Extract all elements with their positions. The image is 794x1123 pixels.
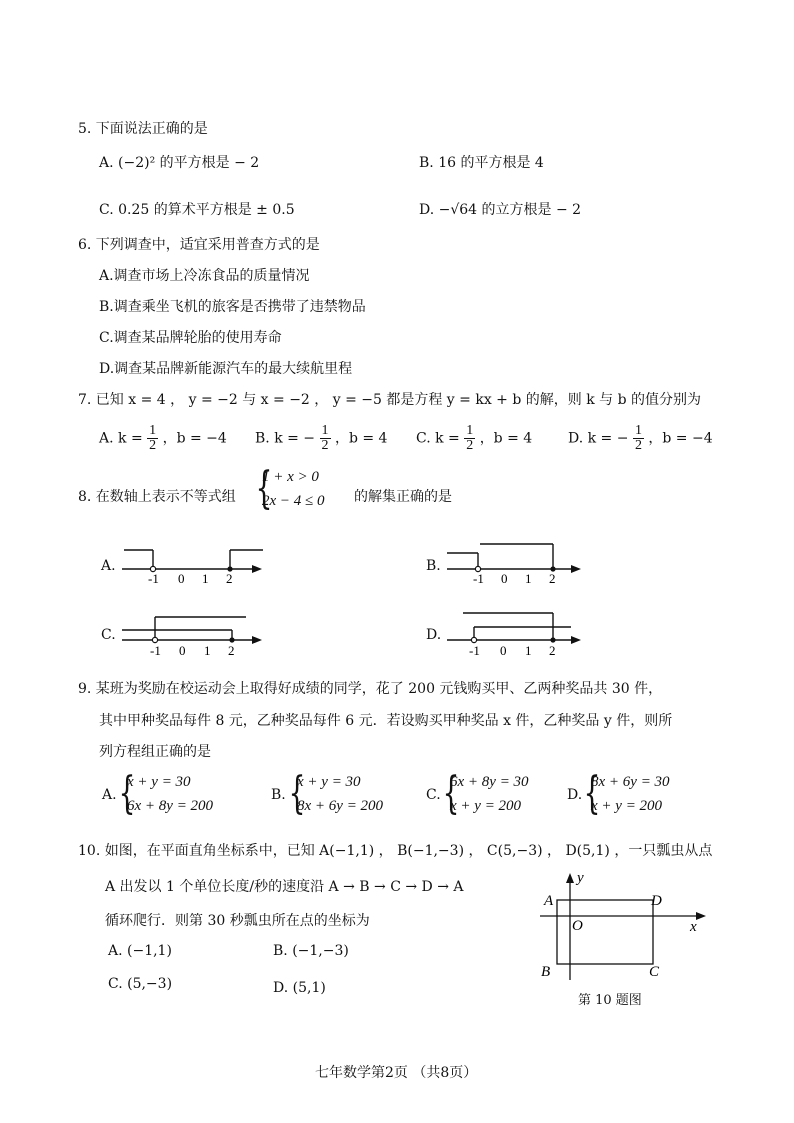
x-axis-label: x [690,919,697,935]
q9-c-brace: { [442,768,460,819]
q8d-tick-neg1: -1 [469,643,480,658]
q8b-tick-neg1: -1 [473,571,484,585]
x-axis-arrow-icon [696,912,706,920]
q7-b-pre: B. k = − [255,430,316,447]
q5-option-c: C. 0.25 的算术平方根是 ± 0.5 [99,202,295,218]
q8d-tick-0: 0 [500,643,507,658]
q7-stem: 7. 已知 x = 4 ， y = −2 与 x = −2 ， y = −5 都是方程 y = kx + b 的解，则 k 与 b 的值分别为 [78,392,702,408]
q9-a-eq1: x + y = 30 [127,774,191,790]
q7-c-fraction [464,424,475,453]
q7-a-pre: A. k = [99,430,143,447]
q8a-tick-2: 2 [226,571,233,585]
point-b-label: B [541,964,551,980]
q7-d-post: ，b = −4 [648,430,713,447]
q8c-tick-1: 1 [204,643,211,658]
q8c-tick-0: 0 [179,643,186,658]
q8a-tick-1: 1 [202,571,209,585]
q8c-tick-2: 2 [228,643,235,658]
q7-a-post: ，b = −4 [162,430,227,447]
q8b-tick-1: 1 [525,571,532,585]
q8c-tick-neg1: -1 [150,643,161,658]
q7-d-pre: D. k = − [568,430,629,447]
q9-d-eq2: x + y = 200 [591,798,663,814]
y-axis-arrow-icon [566,873,574,883]
q7-b-den: 2 [321,438,329,453]
q9-a-eq2: 6x + 8y = 200 [127,798,214,814]
point-d-label: D [651,893,662,909]
q7-c-den: 2 [466,438,474,453]
q9-a-brace: { [118,768,136,819]
q7-a-fraction [147,424,158,453]
q9-stem-line-1: 9. 某班为奖励在校运动会上取得好成绩的同学，花了 200 元钱购买甲、乙两种奖品共 30 件， [78,681,663,697]
q5-stem: 5. 下面说法正确的是 [78,121,208,137]
q8b-tick-2: 2 [549,571,556,585]
q7-d-num: 1 [634,423,642,438]
q9-stem-line-3: 列方程组正确的是 [99,744,211,760]
q7-a-den: 2 [149,438,157,453]
q9-d-eq1: 8x + 6y = 30 [591,774,670,790]
q9-d-brace: { [583,768,601,819]
q10-option-c: C. (5,−3) [108,976,173,992]
q6-stem: 6. 下列调查中，适宜采用普查方式的是 [78,237,320,253]
q10-coordinate-figure [530,865,715,985]
q10-figure-caption: 第 10 题图 [578,993,642,1008]
y-axis-label: y [577,870,584,886]
q7-b-num: 1 [321,423,329,438]
q8d-tick-1: 1 [525,643,532,658]
q8-stem-post: 的解集正确的是 [354,489,452,505]
point-a-label: A [544,893,554,909]
q9-option-b-label: B. [271,787,286,803]
q8-number-line-b [443,540,593,585]
q9-option-d-label: D. [567,787,583,803]
q8d-tick-2: 2 [549,643,556,658]
q10-stem-line-2: A 出发以 1 个单位长度/秒的速度沿 A → B → C → D → A [105,879,464,895]
q6-option-c: C.调查某品牌轮胎的使用寿命 [99,330,282,346]
q8-option-d-label: D. [426,627,442,643]
q10-option-a: A. (−1,1) [108,943,172,959]
q8-option-b-label: B. [426,558,441,574]
q6-option-b: B.调查乘坐飞机的旅客是否携带了违禁物品 [99,299,366,315]
q8a-tick-neg1: -1 [148,571,159,585]
q10-option-b: B. (−1,−3) [273,943,349,959]
q8-stem-pre: 8. 在数轴上表示不等式组 [78,489,236,505]
q8-system-line-1: 1 + x > 0 [262,469,319,485]
q6-option-d: D.调查某品牌新能源汽车的最大续航里程 [99,361,353,377]
q8-system-line-2: 2x − 4 ≤ 0 [262,493,325,509]
q6-option-a: A.调查市场上冷冻食品的质量情况 [99,268,310,284]
q9-b-eq1: x + y = 30 [297,774,361,790]
point-c-label: C [649,964,660,980]
q8-number-line-d [443,610,593,660]
q9-option-c-label: C. [426,787,441,803]
q7-b-post: ，b = 4 [334,430,388,447]
q8a-tick-0: 0 [178,571,185,585]
q5-option-b: B. 16 的平方根是 4 [419,155,544,171]
q9-option-a-label: A. [102,787,117,803]
q8b-tick-0: 0 [501,571,508,585]
q9-stem-line-2: 其中甲种奖品每件 8 元，乙种奖品每件 6 元．若设购买甲种奖品 x 件，乙种奖品 y 件，则所 [99,713,673,729]
q7-option-d [568,424,713,453]
q10-stem-line-1: 10. 如图，在平面直角坐标系中，已知 A(−1,1) ， B(−1,−3) ， C(5,−3) ， D(5,1) ，一只瓢虫从点 [78,843,713,859]
q7-c-pre: C. k = [416,430,460,447]
origin-label: O [572,918,583,934]
q5-option-a: A. (−2)² 的平方根是 − 2 [99,155,260,171]
q7-d-fraction [633,424,644,453]
q9-b-eq2: 8x + 6y = 200 [297,798,384,814]
q8-number-line-a [118,540,268,585]
q9-b-brace: { [288,768,306,819]
q9-c-eq2: x + y = 200 [450,798,522,814]
q7-a-num: 1 [149,423,157,438]
q7-option-a [99,424,227,453]
q8-brace: { [255,463,273,514]
q10-option-d: D. (5,1) [273,980,326,996]
q8-option-c-label: C. [101,627,116,643]
q8-option-a-label: A. [101,558,116,574]
page-footer: 七年数学第2页 （共8页） [315,1065,478,1081]
q8-number-line-c [118,610,268,660]
q7-b-fraction [320,424,331,453]
q9-c-eq1: 6x + 8y = 30 [450,774,529,790]
q10-stem-line-3: 循环爬行．则第 30 秒瓢虫所在点的坐标为 [105,913,370,929]
q5-option-d: D. −√64 的立方根是 − 2 [419,202,582,218]
q7-c-post: ，b = 4 [479,430,533,447]
q7-option-c [416,424,532,453]
q7-d-den: 2 [634,438,642,453]
q7-c-num: 1 [466,423,474,438]
q7-option-b [255,424,387,453]
